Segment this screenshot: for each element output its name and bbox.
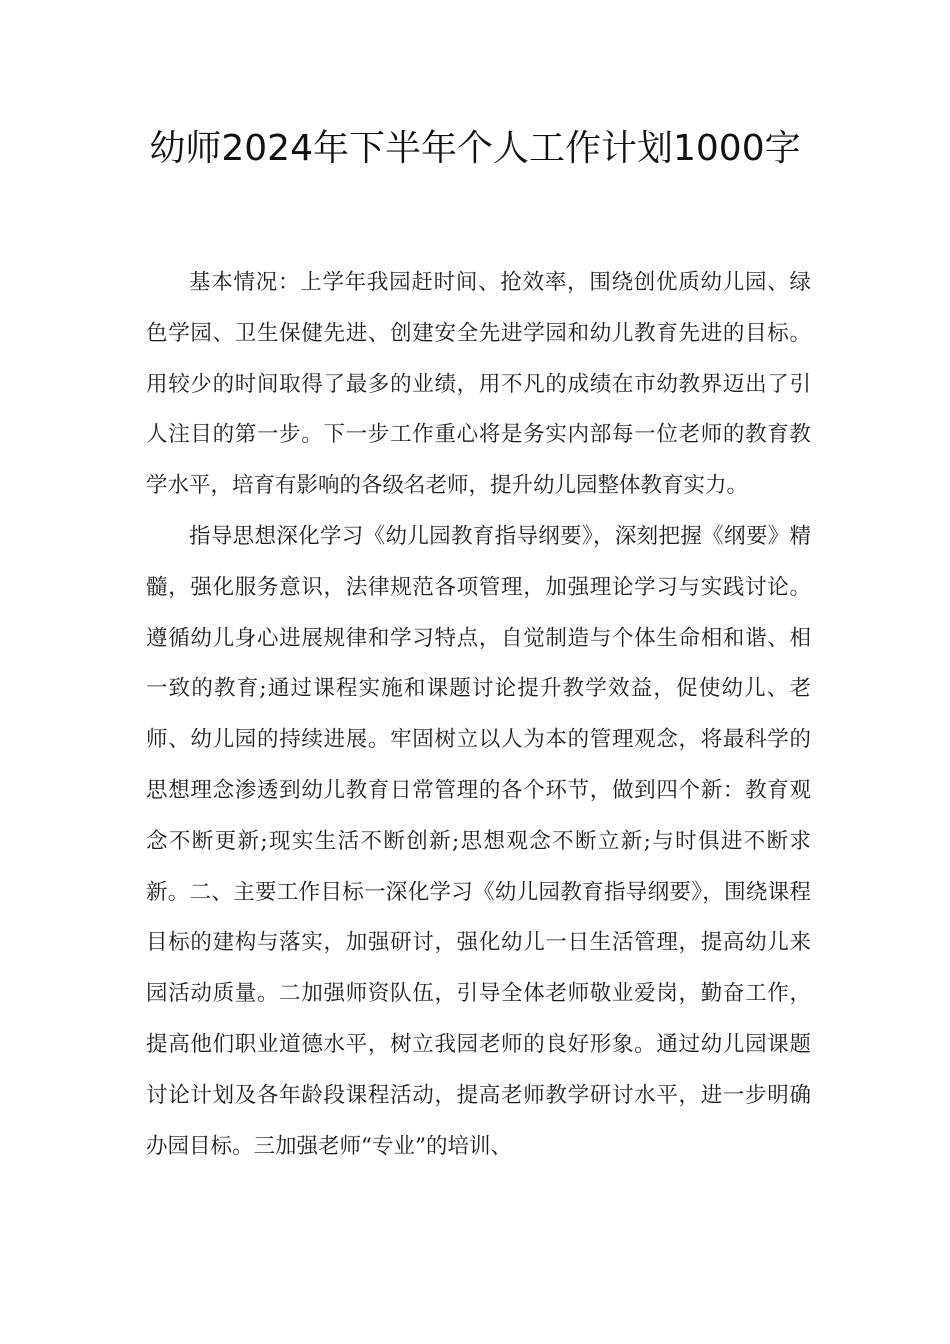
document-body xyxy=(146,258,811,1172)
paragraph-guiding-thought: 指导思想深化学习《幼儿园教育指导纲要》，深刻把握《纲要》精髓，强化服务意识，法律规范各项管理，加强理论学习与实践讨论。遵循幼儿身心进展规律和学习特点，自觉制造与个体生命相和谐、相一致的教育;通过课程实施和课题讨论提升教学效益，促使幼儿、老师、幼儿园的持续进展。牢固树立以人为本的管理观念，将最科学的思想理念渗透到幼儿教育日常管理的各个环节，做到四个新：教育观念不断更新;现实生活不断创新;思想观念不断立新;与时俱进不断求新。二、主要工作目标一深化学习《幼儿园教育指导纲要》，围绕课程目标的建构与落实，加强研讨，强化幼儿一日生活管理，提高幼儿来园活动质量。二加强师资队伍，引导全体老师敬业爱岗，勤奋工作，提高他们职业道德水平，树立我园老师的良好形象。通过幼儿园课题讨论计划及各年龄段课程活动，提高老师教学研讨水平，进一步明确办园目标。三加强老师“专业”的培训、 xyxy=(146,523,811,1159)
document-title: 幼师2024年下半年个人工作计划1000字 xyxy=(149,128,801,169)
paragraph-basic-situation: 基本情况：上学年我园赶时间、抢效率，围绕创优质幼儿园、绿色学园、卫生保健先进、创建安全先进学园和幼儿教育先进的目标。用较少的时间取得了最多的业绩，用不凡的成绩在市幼教界迈出了引人注目的第一步。下一步工作重心将是务实内部每一位老师的教育教学水平，培育有影响的各级名老师，提升幼儿园整体教育实力。 xyxy=(146,270,811,499)
